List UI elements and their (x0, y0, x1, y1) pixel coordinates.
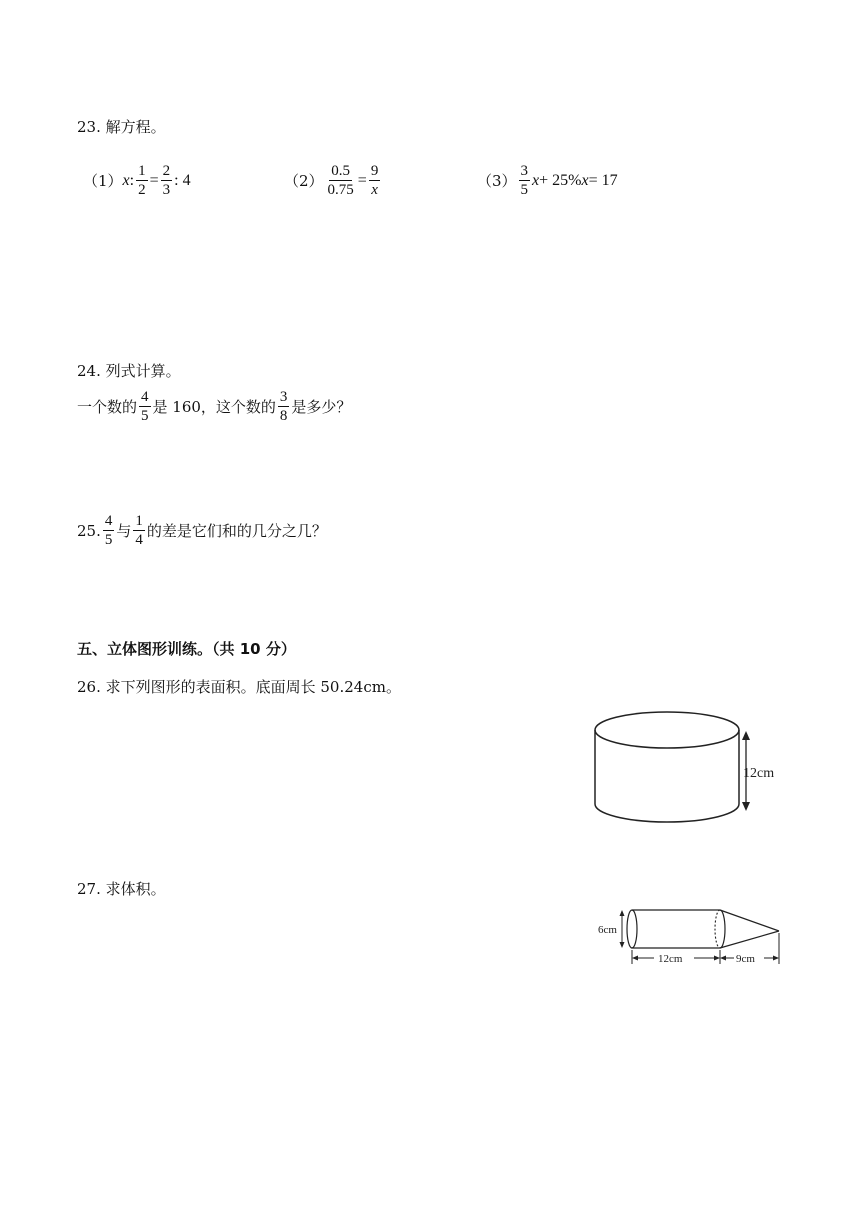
q24-text-c: 是多少？ (291, 397, 352, 416)
q25-fraction-1: $\frac{4}{5}$ (104, 513, 113, 548)
cylinder-height-label: 12cm (743, 766, 775, 781)
eq1-equals: = (149, 171, 159, 189)
q23-equation-3 (477, 162, 618, 199)
cylinder-cone-figure (594, 900, 786, 970)
eq1-fraction-1: $\frac{1}{2}$ (138, 163, 146, 198)
eq1-colon: : (129, 171, 135, 189)
eq3-fraction: $\frac{3}{5}$ (520, 163, 529, 198)
q24-text-b: 是 160，这个数的 (152, 397, 276, 416)
q23-equation-2 (284, 162, 382, 199)
cone-length-label: 9cm (736, 953, 755, 965)
q27-text: 27. 求体积。 (77, 880, 166, 898)
eq2-fraction-1: $\frac{0.5}{0.75}$ (327, 163, 354, 198)
eq1-fraction-2: $\frac{2}{3}$ (162, 163, 171, 198)
q23-heading: 23. 解方程。 (77, 118, 166, 136)
q25-prefix: 25. (77, 521, 101, 540)
q24-fraction-2: $\frac{3}{8}$ (279, 389, 288, 424)
eq3-var-2: x (581, 171, 589, 189)
eq3-rhs: = 17 (588, 171, 618, 189)
eq2-label: （2） (284, 171, 324, 190)
q25-mid: 与 (116, 521, 132, 540)
diameter-label: 6cm (598, 924, 617, 936)
section-5-title: 五、立体图形训练。（共 10 分） (77, 640, 296, 658)
q24-fraction-1: $\frac{4}{5}$ (141, 389, 149, 424)
q24-problem (77, 388, 351, 425)
q26-text: 26. 求下列图形的表面积。底面周长 50.24cm。 (77, 678, 401, 696)
eq1-tail: : 4 (174, 171, 191, 189)
cylinder-figure (585, 704, 785, 836)
eq3-plus: + 25% (539, 171, 582, 189)
q25-suffix: 的差是它们和的几分之几？ (146, 521, 327, 540)
q24-text-a: 一个数的 (77, 397, 138, 416)
q25-fraction-2: $\frac{1}{4}$ (135, 513, 143, 548)
eq3-var-1: x (532, 171, 540, 189)
q23-equation-1 (83, 162, 191, 199)
eq2-equals: = (357, 171, 367, 189)
cylinder-length-label: 12cm (658, 953, 683, 965)
eq3-label: （3） (477, 171, 517, 190)
q24-heading: 24. 列式计算。 (77, 362, 181, 380)
eq1-var: x (122, 171, 130, 189)
eq2-fraction-2: $\frac{9}{x}$ (370, 163, 379, 198)
q25-problem (77, 512, 327, 549)
eq1-label: （1） (83, 171, 123, 190)
